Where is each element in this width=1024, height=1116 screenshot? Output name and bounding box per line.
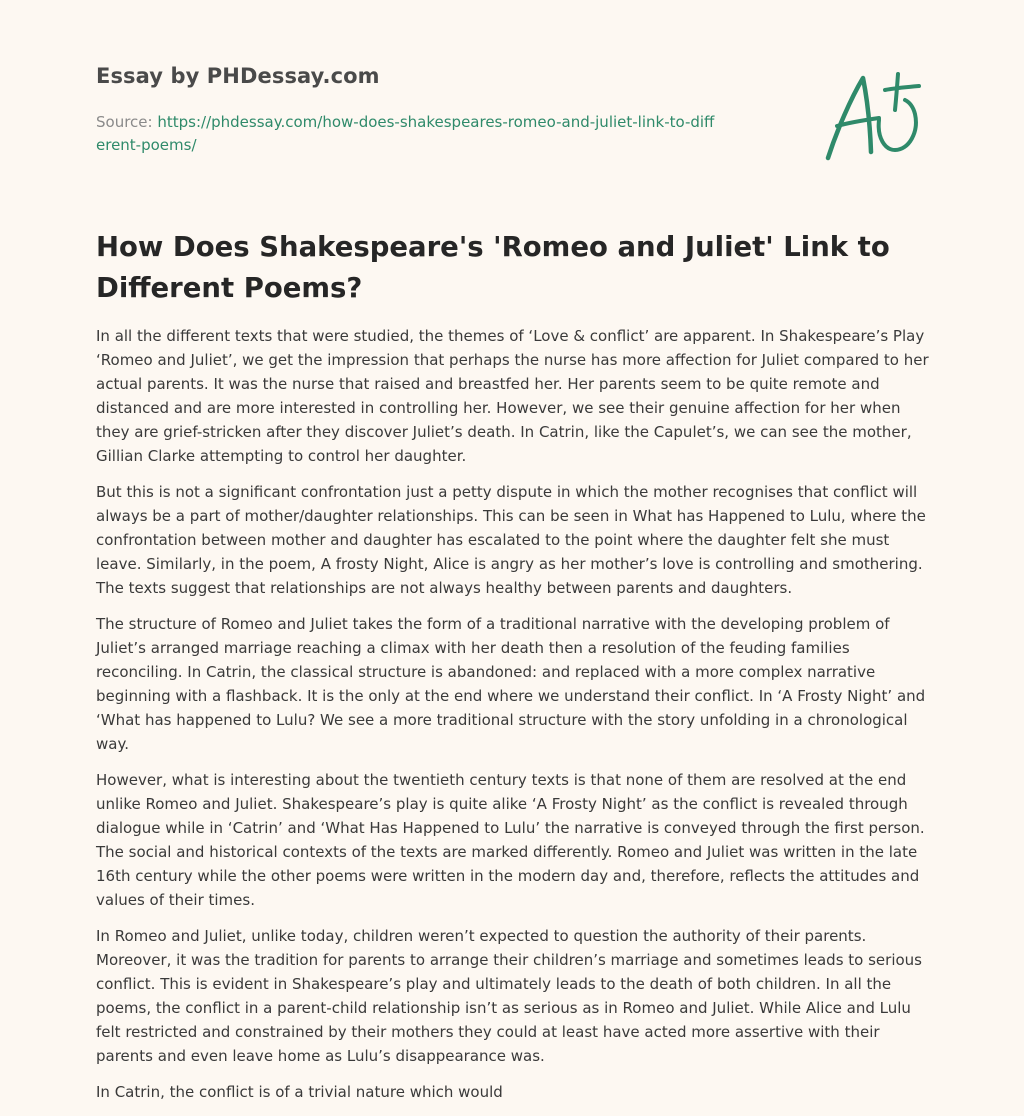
logo-plus-vertical	[895, 74, 898, 110]
source-link[interactable]: https://phdessay.com/how-does-shakespeares-romeo-and-juliet-link-to-different-poems/	[96, 113, 715, 154]
essay-paragraph: In all the different texts that were studied, the themes of ‘Love & conflict’ are apparent. In Shakespeare’s Play ‘Romeo and Juliet’, we get the impression that perhaps the nurse has more affection for Juliet compared to her actual parents. It was the nurse that raised and breastfed her. Her parents seem to be quite remote and distanced and are more interested in controlling her. However, we see their genuine affection for her when they are grief-stricken after they discover Juliet’s death. In Catrin, like the Capulet’s, we can see the mother, Gillian Clarke attempting to control her daughter.	[96, 327, 929, 465]
logo-plus-horizontal	[885, 86, 919, 90]
essay-paragraph: In Catrin, the conflict is of a trivial nature which would	[96, 1083, 503, 1101]
logo-a-stroke	[828, 78, 871, 158]
essay-title: How Does Shakespeare's 'Romeo and Juliet' Link to Different Poems?	[96, 231, 890, 304]
essay-paragraph: But this is not a significant confrontation just a petty dispute in which the mother recognises that conflict will always be a part of mother/daughter relationships. This can be seen in What has Happened to Lulu, where the confrontation between mother and daughter has escalated to the point where the daughter felt she must leave. Similarly, in the poem, A frosty Night, Alice is angry as her mother’s love is controlling and smothering. The texts suggest that relationships are not always healthy between parents and daughters.	[96, 483, 926, 597]
a-plus-logo-icon	[823, 68, 925, 163]
source-line	[96, 111, 716, 157]
essay-paragraph: However, what is interesting about the twentieth century texts is that none of them are resolved at the end unlike Romeo and Juliet. Shakespeare’s play is quite alike ‘A Frosty Night’ as the conflict is revealed through dialogue while in ‘Catrin’ and ‘What Has Happened to Lulu’ the narrative is conveyed through the first person. The social and historical contexts of the texts are marked differently. Romeo and Juliet was written in the late 16th century while the other poems were written in the modern day and, therefore, reflects the attitudes and values of their times.	[96, 771, 925, 909]
source-label: Source:	[96, 113, 153, 131]
brand-title: Essay by PHDessay.com	[96, 64, 380, 88]
essay-body	[96, 324, 930, 1116]
essay-paragraph: The structure of Romeo and Juliet takes the form of a traditional narrative with the developing problem of Juliet’s arranged marriage reaching a climax with her death then a resolution of the feuding families reconciling. In Catrin, the classical structure is abandoned: and replaced with a more complex narrative beginning with a flashback. It is the only at the end where we understand their conflict. In ‘A Frosty Night’ and ‘What has happened to Lulu? We see a more traditional structure with the story unfolding in a chronological way.	[96, 615, 926, 753]
logo-loop	[879, 100, 916, 150]
essay-paragraph: In Romeo and Juliet, unlike today, children weren’t expected to question the authority of their parents. Moreover, it was the tradition for parents to arrange their children’s marriage and sometimes leads to serious conflict. This is evident in Shakespeare’s play and ultimately leads to the death of both children. In all the poems, the conflict in a parent-child relationship isn’t as serious as in Romeo and Juliet. While Alice and Lulu felt restricted and constrained by their mothers they could at least have acted more assertive with their parents and even leave home as Lulu’s disappearance was.	[96, 927, 922, 1065]
